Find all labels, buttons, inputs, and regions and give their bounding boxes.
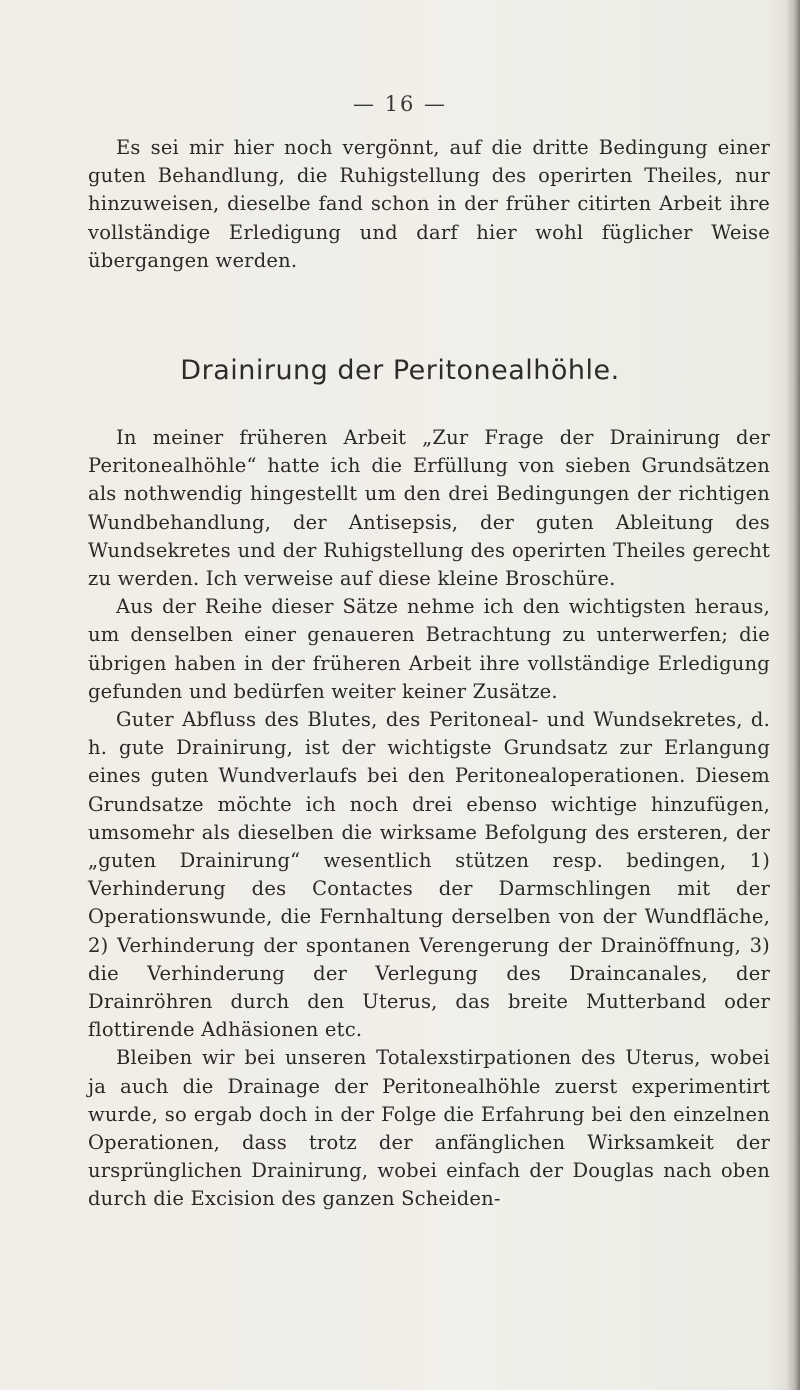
paragraph-2: Aus der Reihe dieser Sätze nehme ich den wichtigsten heraus, um denselben einer genaueren Betrachtung zu unterwerfen; die übrigen haben in der früheren Arbeit ihre vollständige Erledigung gefunden und bedürfen weiter keiner Zusätze. — [88, 595, 770, 703]
paragraph-4: Bleiben wir bei unseren Totalexstirpationen des Uterus, wobei ja auch die Drainage der Peritonealhöhle zuerst experimentirt wurde, so ergab doch in der Folge die Erfahrung bei den einzelnen Operationen, dass trotz der anfänglichen Wirksamkeit der ursprünglichen Drainirung, wobei einfach der Douglas nach oben durch die Excision des ganzen Scheiden- — [88, 1046, 770, 1211]
page-number: — 16 — — [352, 92, 448, 116]
intro-text-block — [88, 134, 770, 275]
section-heading: Drainirung der Peritonealhöhle. — [180, 355, 620, 386]
paragraph-3: Guter Abfluss des Blutes, des Peritoneal- und Wundsekretes, d. h. gute Drainirung, ist der wichtigste Grundsatz zur Erlangung eines guten Wundverlaufs bei den Peritonealoperationen. Diesem Grundsatze möchte ich noch drei ebenso wichtige hinzufügen, umsomehr als dieselben die wirksame Befolgung des ersteren, der „guten Drainirung“ wesentlich stützen resp. bedingen, 1) Verhinderung des Contactes der Darmschlingen mit der Operationswunde, die Fernhaltung derselben von der Wundfläche, 2) Verhinderung der spontanen Verengerung der Drainöffnung, 3) die Verhinderung der Verlegung des Draincanales, der Drainröhren durch den Uterus, das breite Mutterband oder flottirende Adhäsionen etc. — [88, 708, 770, 1042]
intro-paragraph: Es sei mir hier noch vergönnt, auf die dritte Bedingung einer guten Behandlung, die Ruhigstellung des operirten Theiles, nur hinzuweisen, dieselbe fand schon in der früher citirten Arbeit ihre vollständige Erledigung und darf hier wohl füglicher Weise übergangen werden. — [88, 136, 770, 272]
body-text-block — [88, 424, 770, 1214]
page-edge-shadow — [786, 0, 800, 1390]
paragraph-1: In meiner früheren Arbeit „Zur Frage der Drainirung der Peritonealhöhle“ hatte ich die Erfüllung von sieben Grundsätzen als nothwendig hingestellt um den drei Bedingungen der richtigen Wundbehandlung, der Antisepsis, der guten Ableitung des Wundsekretes und der Ruhigstellung des operirten Theiles gerecht zu werden. Ich verweise auf diese kleine Broschüre. — [88, 426, 770, 591]
